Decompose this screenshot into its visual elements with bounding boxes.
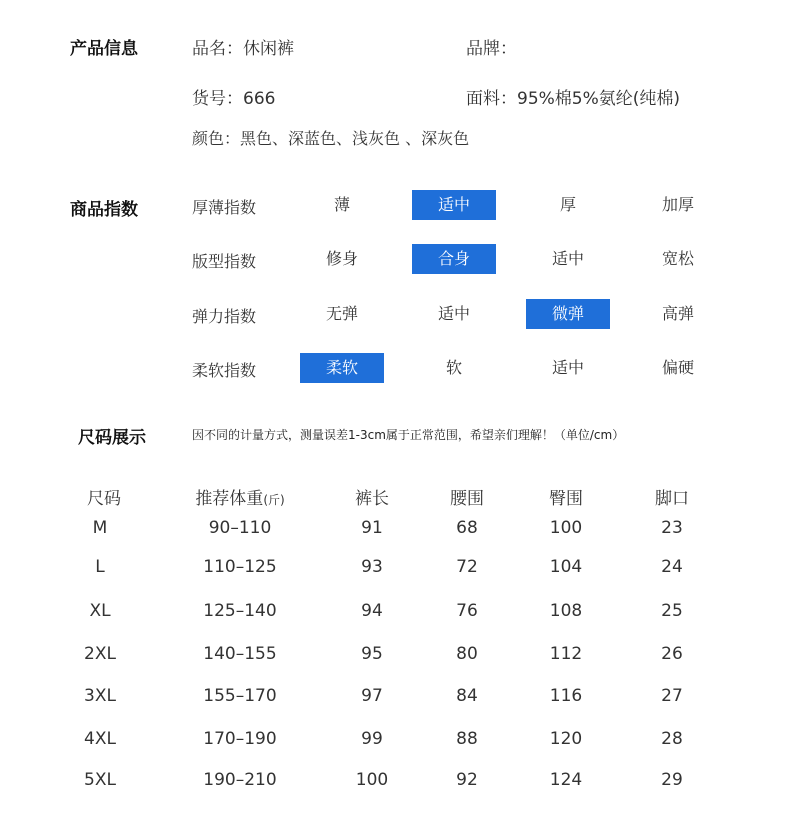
product-name: 品名：休闲裤 — [192, 39, 294, 59]
index-option: 无弹 — [325, 304, 358, 323]
index-option: 偏硬 — [661, 358, 694, 377]
table-cell: 170–190 — [203, 729, 277, 749]
table-cell: 5XL — [84, 770, 116, 790]
table-cell: 140–155 — [203, 644, 277, 664]
table-cell: 72 — [456, 557, 478, 577]
index-label: 版型指数 — [192, 252, 257, 271]
table-cell: 94 — [361, 601, 383, 621]
index-label: 厚薄指数 — [192, 198, 257, 217]
table-cell: 110–125 — [203, 557, 277, 577]
table-cell: 190–210 — [203, 770, 277, 790]
index-option-selected: 柔软 — [300, 353, 384, 383]
table-cell: 124 — [549, 770, 583, 790]
table-cell: 100 — [549, 518, 583, 538]
index-option: 软 — [445, 358, 462, 377]
table-cell: 25 — [661, 601, 683, 621]
table-cell: 27 — [661, 686, 683, 706]
size-chart-note: 因不同的计量方式，测量误差1-3cm属于正常范围，希望亲们理解！（单位/cm） — [192, 428, 625, 442]
product-item-no: 货号：666 — [192, 89, 276, 109]
index-label: 弹力指数 — [192, 307, 257, 326]
table-cell: 108 — [549, 601, 583, 621]
table-cell: 125–140 — [203, 601, 277, 621]
table-cell: 76 — [456, 601, 478, 621]
table-header-cell: 脚口 — [655, 489, 689, 509]
table-cell: 29 — [661, 770, 683, 790]
product-fabric: 面料：95%棉5%氨纶(纯棉) — [466, 89, 681, 109]
table-cell: 23 — [661, 518, 683, 538]
table-cell: 2XL — [84, 644, 116, 664]
table-header-cell: 尺码 — [87, 489, 121, 509]
index-option-selected: 微弹 — [526, 299, 610, 329]
table-header-cell: 臀围 — [549, 489, 583, 509]
table-cell: 68 — [456, 518, 478, 538]
index-label: 柔软指数 — [192, 361, 257, 380]
index-option: 适中 — [437, 304, 470, 323]
index-option: 高弹 — [661, 304, 694, 323]
index-option: 加厚 — [661, 195, 694, 214]
table-cell: 120 — [549, 729, 583, 749]
weight-unit: (斤) — [263, 493, 285, 507]
table-cell: 112 — [549, 644, 583, 664]
table-cell: 80 — [456, 644, 478, 664]
table-cell: 91 — [361, 518, 383, 538]
index-option: 薄 — [333, 195, 350, 214]
table-cell: 90–110 — [208, 518, 272, 538]
table-cell: 104 — [549, 557, 583, 577]
table-cell: 92 — [456, 770, 478, 790]
index-option: 适中 — [551, 358, 584, 377]
table-header-cell: 推荐体重(斤) — [195, 489, 285, 509]
product-colors: 颜色：黑色、深蓝色、浅灰色 、深灰色 — [192, 129, 470, 148]
table-cell: 116 — [549, 686, 583, 706]
product-brand: 品牌： — [466, 39, 517, 59]
table-cell: 155–170 — [203, 686, 277, 706]
table-cell: 28 — [661, 729, 683, 749]
table-cell: M — [92, 518, 108, 538]
index-option-selected: 适中 — [412, 190, 496, 220]
index-option: 适中 — [551, 249, 584, 268]
table-cell: 93 — [361, 557, 383, 577]
table-cell: 26 — [661, 644, 683, 664]
table-cell: 3XL — [84, 686, 116, 706]
table-header-cell: 腰围 — [450, 489, 484, 509]
table-header-cell: 裤长 — [355, 489, 389, 509]
table-cell: 100 — [355, 770, 389, 790]
product-info-title: 产品信息 — [70, 39, 138, 59]
index-option: 厚 — [559, 195, 576, 214]
table-cell: XL — [89, 601, 111, 621]
table-cell: 97 — [361, 686, 383, 706]
index-option: 修身 — [325, 249, 358, 268]
table-cell: 4XL — [84, 729, 116, 749]
size-chart-title: 尺码展示 — [78, 428, 146, 448]
table-cell: 95 — [361, 644, 383, 664]
index-option: 宽松 — [661, 249, 694, 268]
table-cell: 24 — [661, 557, 683, 577]
index-option-selected: 合身 — [412, 244, 496, 274]
table-cell: 99 — [361, 729, 383, 749]
table-cell: L — [95, 557, 105, 577]
indices-title: 商品指数 — [70, 200, 138, 220]
table-cell: 84 — [456, 686, 478, 706]
table-cell: 88 — [456, 729, 478, 749]
